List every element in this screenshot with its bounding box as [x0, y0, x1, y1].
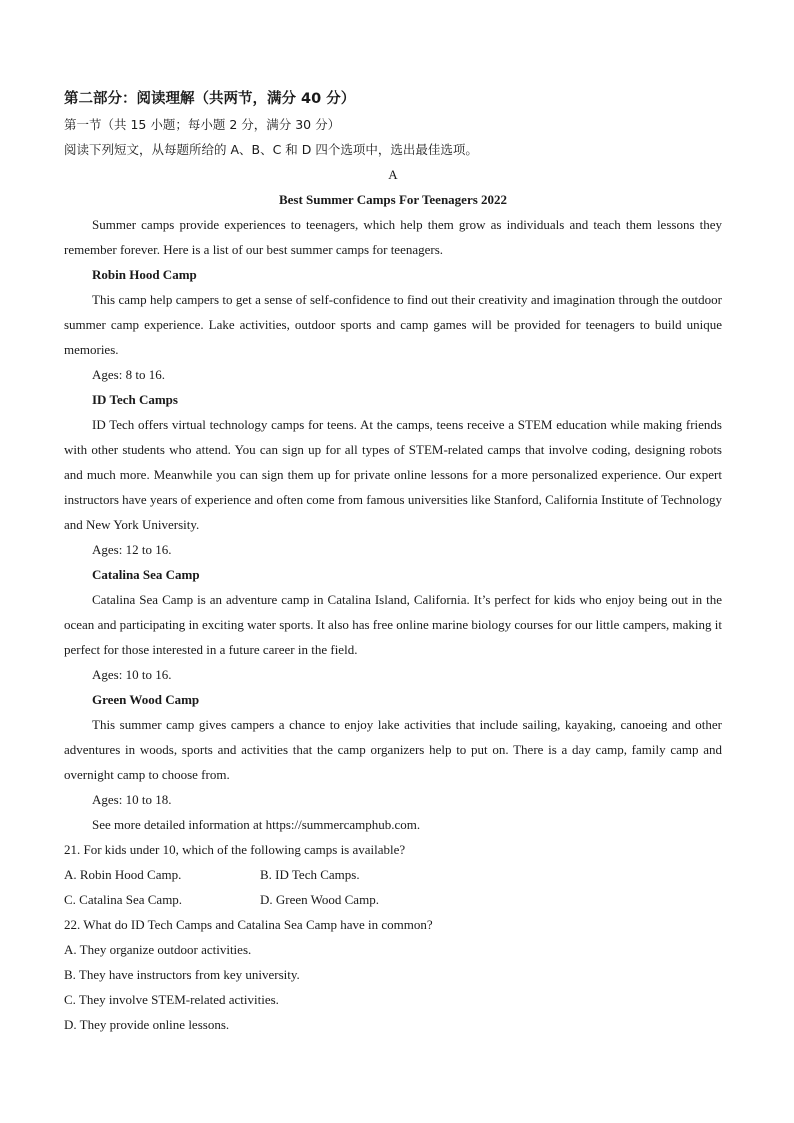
question-21-option-c: C. Catalina Sea Camp. — [64, 892, 183, 907]
camp-description-catalina: Catalina Sea Camp is an adventure camp in Catalina Island, California. It’s perfect for kids who enjoy being out in the ocean and participating in exciting water sports. It also has free online marine biology courses for our little campers, making it perfect for those interested in a future career in the field. — [64, 592, 722, 657]
camp-name-robin-hood: Robin Hood Camp — [92, 267, 197, 282]
question-21-stem: 21. For kids under 10, which of the following camps is available? — [64, 842, 406, 857]
part-title: 第二部分：阅读理解（共两节，满分 40 分） — [64, 91, 356, 107]
more-info-line: See more detailed information at https://summercamphub.com. — [92, 817, 421, 832]
passage-intro: Summer camps provide experiences to teenagers, which help them grow as individuals and teach them lessons they remember forever. Here is a list of our best summer camps for teenagers. — [64, 217, 722, 257]
passage-label: A — [388, 167, 398, 182]
camp-ages-robin-hood: Ages: 8 to 16. — [92, 367, 165, 382]
instruction-line: 阅读下列短文，从每题所给的 A、B、C 和 D 四个选项中，选出最佳选项。 — [64, 142, 478, 157]
question-21-option-a: A. Robin Hood Camp. — [64, 867, 182, 882]
question-21-option-b: B. ID Tech Camps. — [260, 867, 360, 882]
question-21-options-row-2 — [64, 887, 722, 912]
camp-name-id-tech: ID Tech Camps — [92, 392, 178, 407]
camp-description-green-wood: This summer camp gives campers a chance to enjoy lake activities that include sailing, kayaking, canoeing and other adventures in woods, sports and activities that the camp organizers help to put on. There is a day camp, family camp and overnight camp to choose from. — [64, 717, 722, 782]
camp-description-robin-hood: This camp help campers to get a sense of self-confidence to find out their creativity and imagination through the outdoor summer camp experience. Lake activities, outdoor sports and camp games will be provided for teenagers to build unique memories. — [64, 292, 722, 357]
question-21-option-d: D. Green Wood Camp. — [260, 892, 379, 907]
question-22-option-b: B. They have instructors from key university. — [64, 967, 300, 982]
camp-name-green-wood: Green Wood Camp — [92, 692, 200, 707]
passage-title: Best Summer Camps For Teenagers 2022 — [278, 192, 508, 207]
camp-ages-id-tech: Ages: 12 to 16. — [92, 542, 172, 557]
question-22-stem: 22. What do ID Tech Camps and Catalina Sea Camp have in common? — [64, 917, 433, 932]
question-22-option-d: D. They provide online lessons. — [64, 1017, 230, 1032]
question-21-options-row-1 — [64, 862, 722, 887]
section-line: 第一节（共 15 小题；每小题 2 分，满分 30 分） — [64, 117, 341, 132]
camp-ages-catalina: Ages: 10 to 16. — [92, 667, 172, 682]
question-22-option-c: C. They involve STEM-related activities. — [64, 992, 279, 1007]
camp-name-catalina: Catalina Sea Camp — [92, 567, 200, 582]
camp-ages-green-wood: Ages: 10 to 18. — [92, 792, 172, 807]
camp-description-id-tech: ID Tech offers virtual technology camps for teens. At the camps, teens receive a STEM education while making friends with other students who attend. You can sign up for all types of STEM-related camps that involve coding, designing robots and much more. Meanwhile you can sign them up for private online lessons for a more personalized experience. Our expert instructors have years of experience and often come from famous universities like Stanford, California Institute of Technology and New York University. — [64, 417, 722, 532]
question-22-option-a: A. They organize outdoor activities. — [64, 942, 252, 957]
